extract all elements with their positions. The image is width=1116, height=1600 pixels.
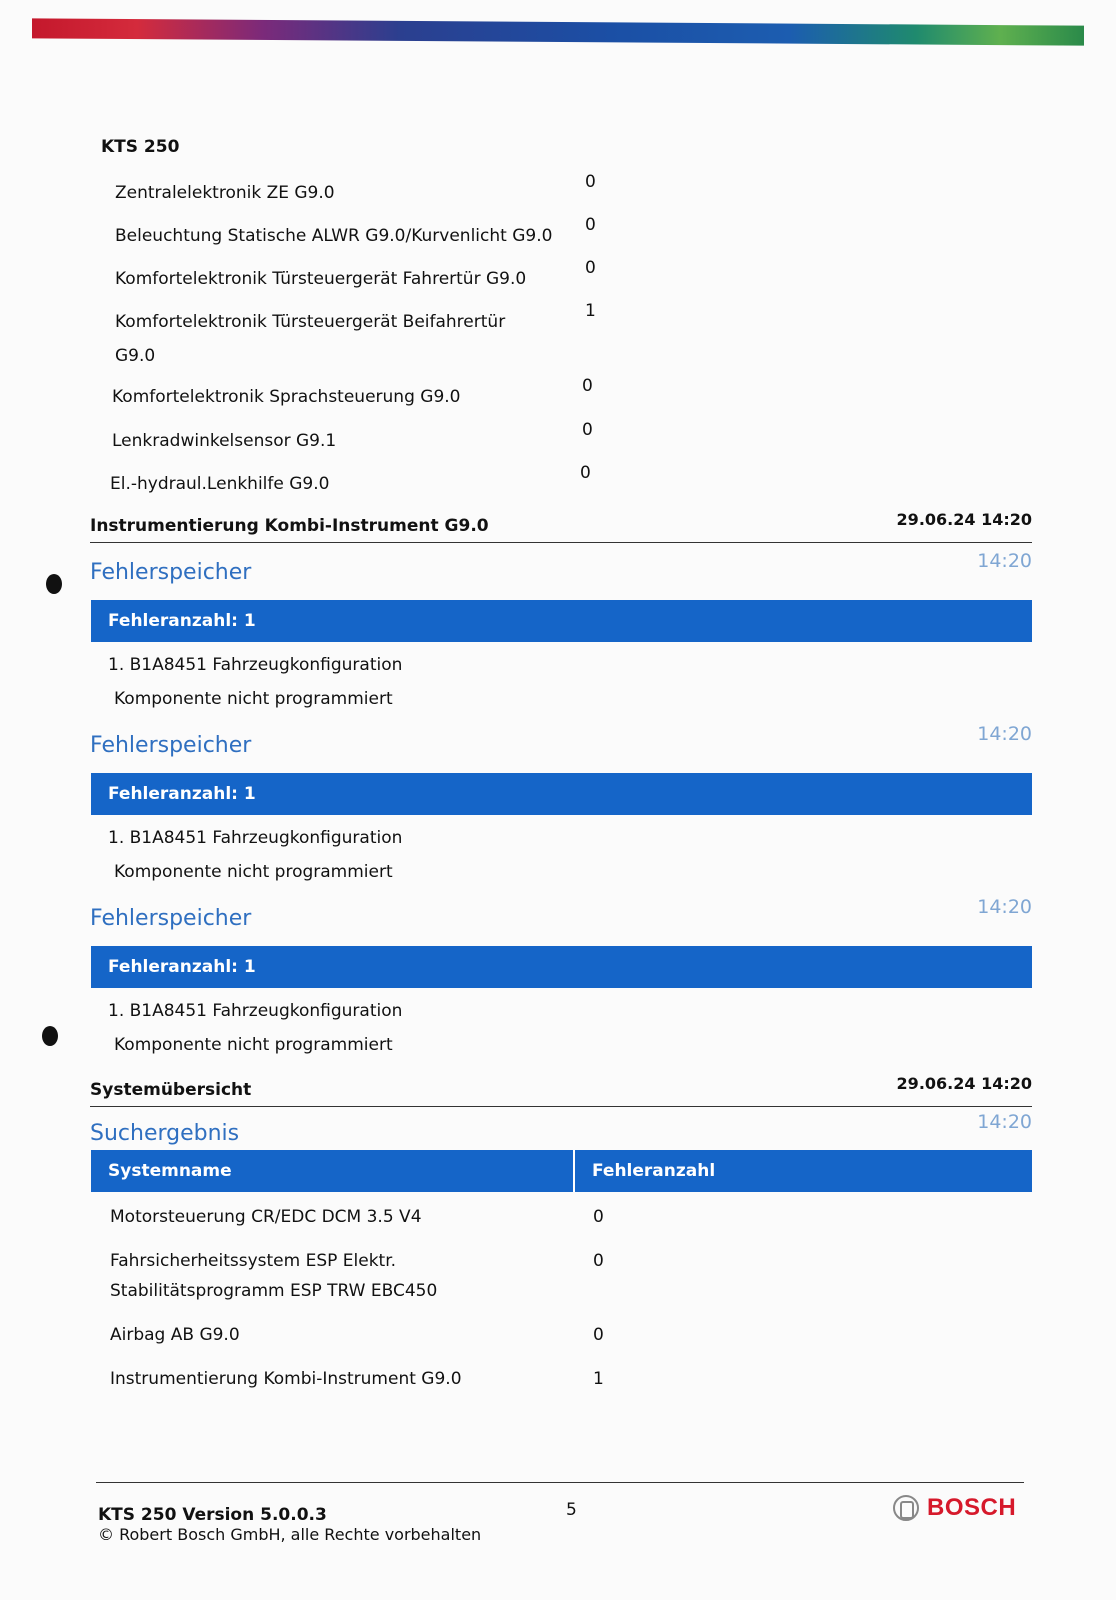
brand-name: BOSCH: [927, 1494, 1017, 1521]
fault-count: 1: [593, 1369, 604, 1389]
fault-description: Komponente nicht programmiert: [114, 1035, 393, 1055]
heading-time: 14:20: [977, 550, 1032, 572]
heading-label: Fehlerspeicher: [90, 733, 252, 758]
footer-copyright: © Robert Bosch GmbH, alle Rechte vorbehalten: [98, 1525, 482, 1544]
system-overview-table: [91, 1150, 1032, 1398]
fault-code: 1. B1A8451 Fahrzeugkonfiguration: [108, 828, 403, 848]
section-date: 29.06.24 14:20: [896, 1074, 1032, 1093]
system-name-line: Stabilitätsprogramm ESP TRW EBC450: [110, 1281, 438, 1301]
system-name: El.-hydraul.Lenkhilfe G9.0: [110, 474, 330, 494]
system-name: Airbag AB G9.0: [110, 1325, 240, 1345]
fault-entry: [108, 821, 402, 889]
heading-time: 14:20: [977, 723, 1032, 745]
fault-count: 0: [593, 1251, 604, 1271]
system-name-line: Fahrsicherheitssystem ESP Elektr.: [110, 1251, 397, 1271]
table-row: [91, 1192, 1032, 1236]
system-name: Beleuchtung Statische ALWR G9.0/Kurvenlicht G9.0: [115, 226, 553, 246]
system-name: [115, 305, 585, 373]
fault-description: Komponente nicht programmiert: [114, 689, 393, 709]
fault-memory-heading: [90, 723, 1032, 758]
fault-entry: [108, 648, 402, 716]
section-title: Systemübersicht: [90, 1080, 252, 1100]
table-row: [91, 1236, 1032, 1310]
fault-count-bar: Fehleranzahl: 1: [91, 773, 1032, 815]
fault-count: 0: [582, 420, 593, 440]
fault-code: 1. B1A8451 Fahrzeugkonfiguration: [108, 655, 403, 675]
fault-count: 0: [582, 376, 593, 396]
column-header-fehleranzahl: Fehleranzahl: [574, 1150, 1032, 1192]
footer: [98, 1505, 481, 1545]
fault-code: 1. B1A8451 Fahrzeugkonfiguration: [108, 1001, 403, 1021]
fault-count: 0: [593, 1325, 604, 1345]
heading-label: Fehlerspeicher: [90, 906, 252, 931]
section-date: 29.06.24 14:20: [896, 510, 1032, 529]
fault-description: Komponente nicht programmiert: [114, 862, 393, 882]
color-stripe: [32, 18, 1084, 45]
fault-memory-heading: [90, 550, 1032, 585]
system-name: Komfortelektronik Sprachsteuerung G9.0: [112, 387, 461, 407]
system-name: Komfortelektronik Türsteuergerät Fahrertür G9.0: [115, 269, 527, 289]
system-name: Motorsteuerung CR/EDC DCM 3.5 V4: [110, 1207, 422, 1227]
section-header-instrument: [90, 510, 1032, 543]
bosch-logo: [893, 1494, 1016, 1522]
fault-count: 1: [585, 301, 596, 321]
system-name-line: G9.0: [115, 346, 156, 366]
footer-divider: [96, 1482, 1024, 1483]
bosch-armature-icon: [893, 1495, 919, 1521]
heading-time: 14:20: [977, 1111, 1032, 1133]
fault-count: 0: [593, 1207, 604, 1227]
section-title: Instrumentierung Kombi-Instrument G9.0: [90, 516, 489, 536]
fault-count-bar: Fehleranzahl: 1: [91, 946, 1032, 988]
system-name: Instrumentierung Kombi-Instrument G9.0: [110, 1369, 462, 1389]
fault-count: 0: [585, 215, 596, 235]
system-name: Zentralelektronik ZE G9.0: [115, 183, 335, 203]
fault-memory-heading: [90, 896, 1032, 931]
footer-version: KTS 250 Version 5.0.0.3: [98, 1505, 327, 1525]
column-header-systemname: Systemname: [91, 1150, 574, 1192]
table-row: [91, 1354, 1032, 1398]
heading-label: Suchergebnis: [90, 1121, 240, 1146]
hole-punch-icon: [42, 1026, 58, 1046]
section-header-overview: [90, 1074, 1032, 1107]
device-title: KTS 250: [101, 137, 180, 157]
hole-punch-icon: [46, 574, 62, 594]
fault-count: 0: [585, 172, 596, 192]
page-number: 5: [566, 1500, 577, 1520]
system-name: [91, 1236, 574, 1310]
heading-time: 14:20: [977, 896, 1032, 918]
fault-count: 0: [585, 258, 596, 278]
search-result-heading: [90, 1111, 1032, 1146]
fault-entry: [108, 994, 402, 1062]
system-name: Lenkradwinkelsensor G9.1: [112, 431, 337, 451]
fault-count: 0: [580, 463, 591, 483]
system-name-line: Komfortelektronik Türsteuergerät Beifahrertür: [115, 312, 506, 332]
heading-label: Fehlerspeicher: [90, 560, 252, 585]
table-row: [91, 1310, 1032, 1354]
fault-count-bar: Fehleranzahl: 1: [91, 600, 1032, 642]
